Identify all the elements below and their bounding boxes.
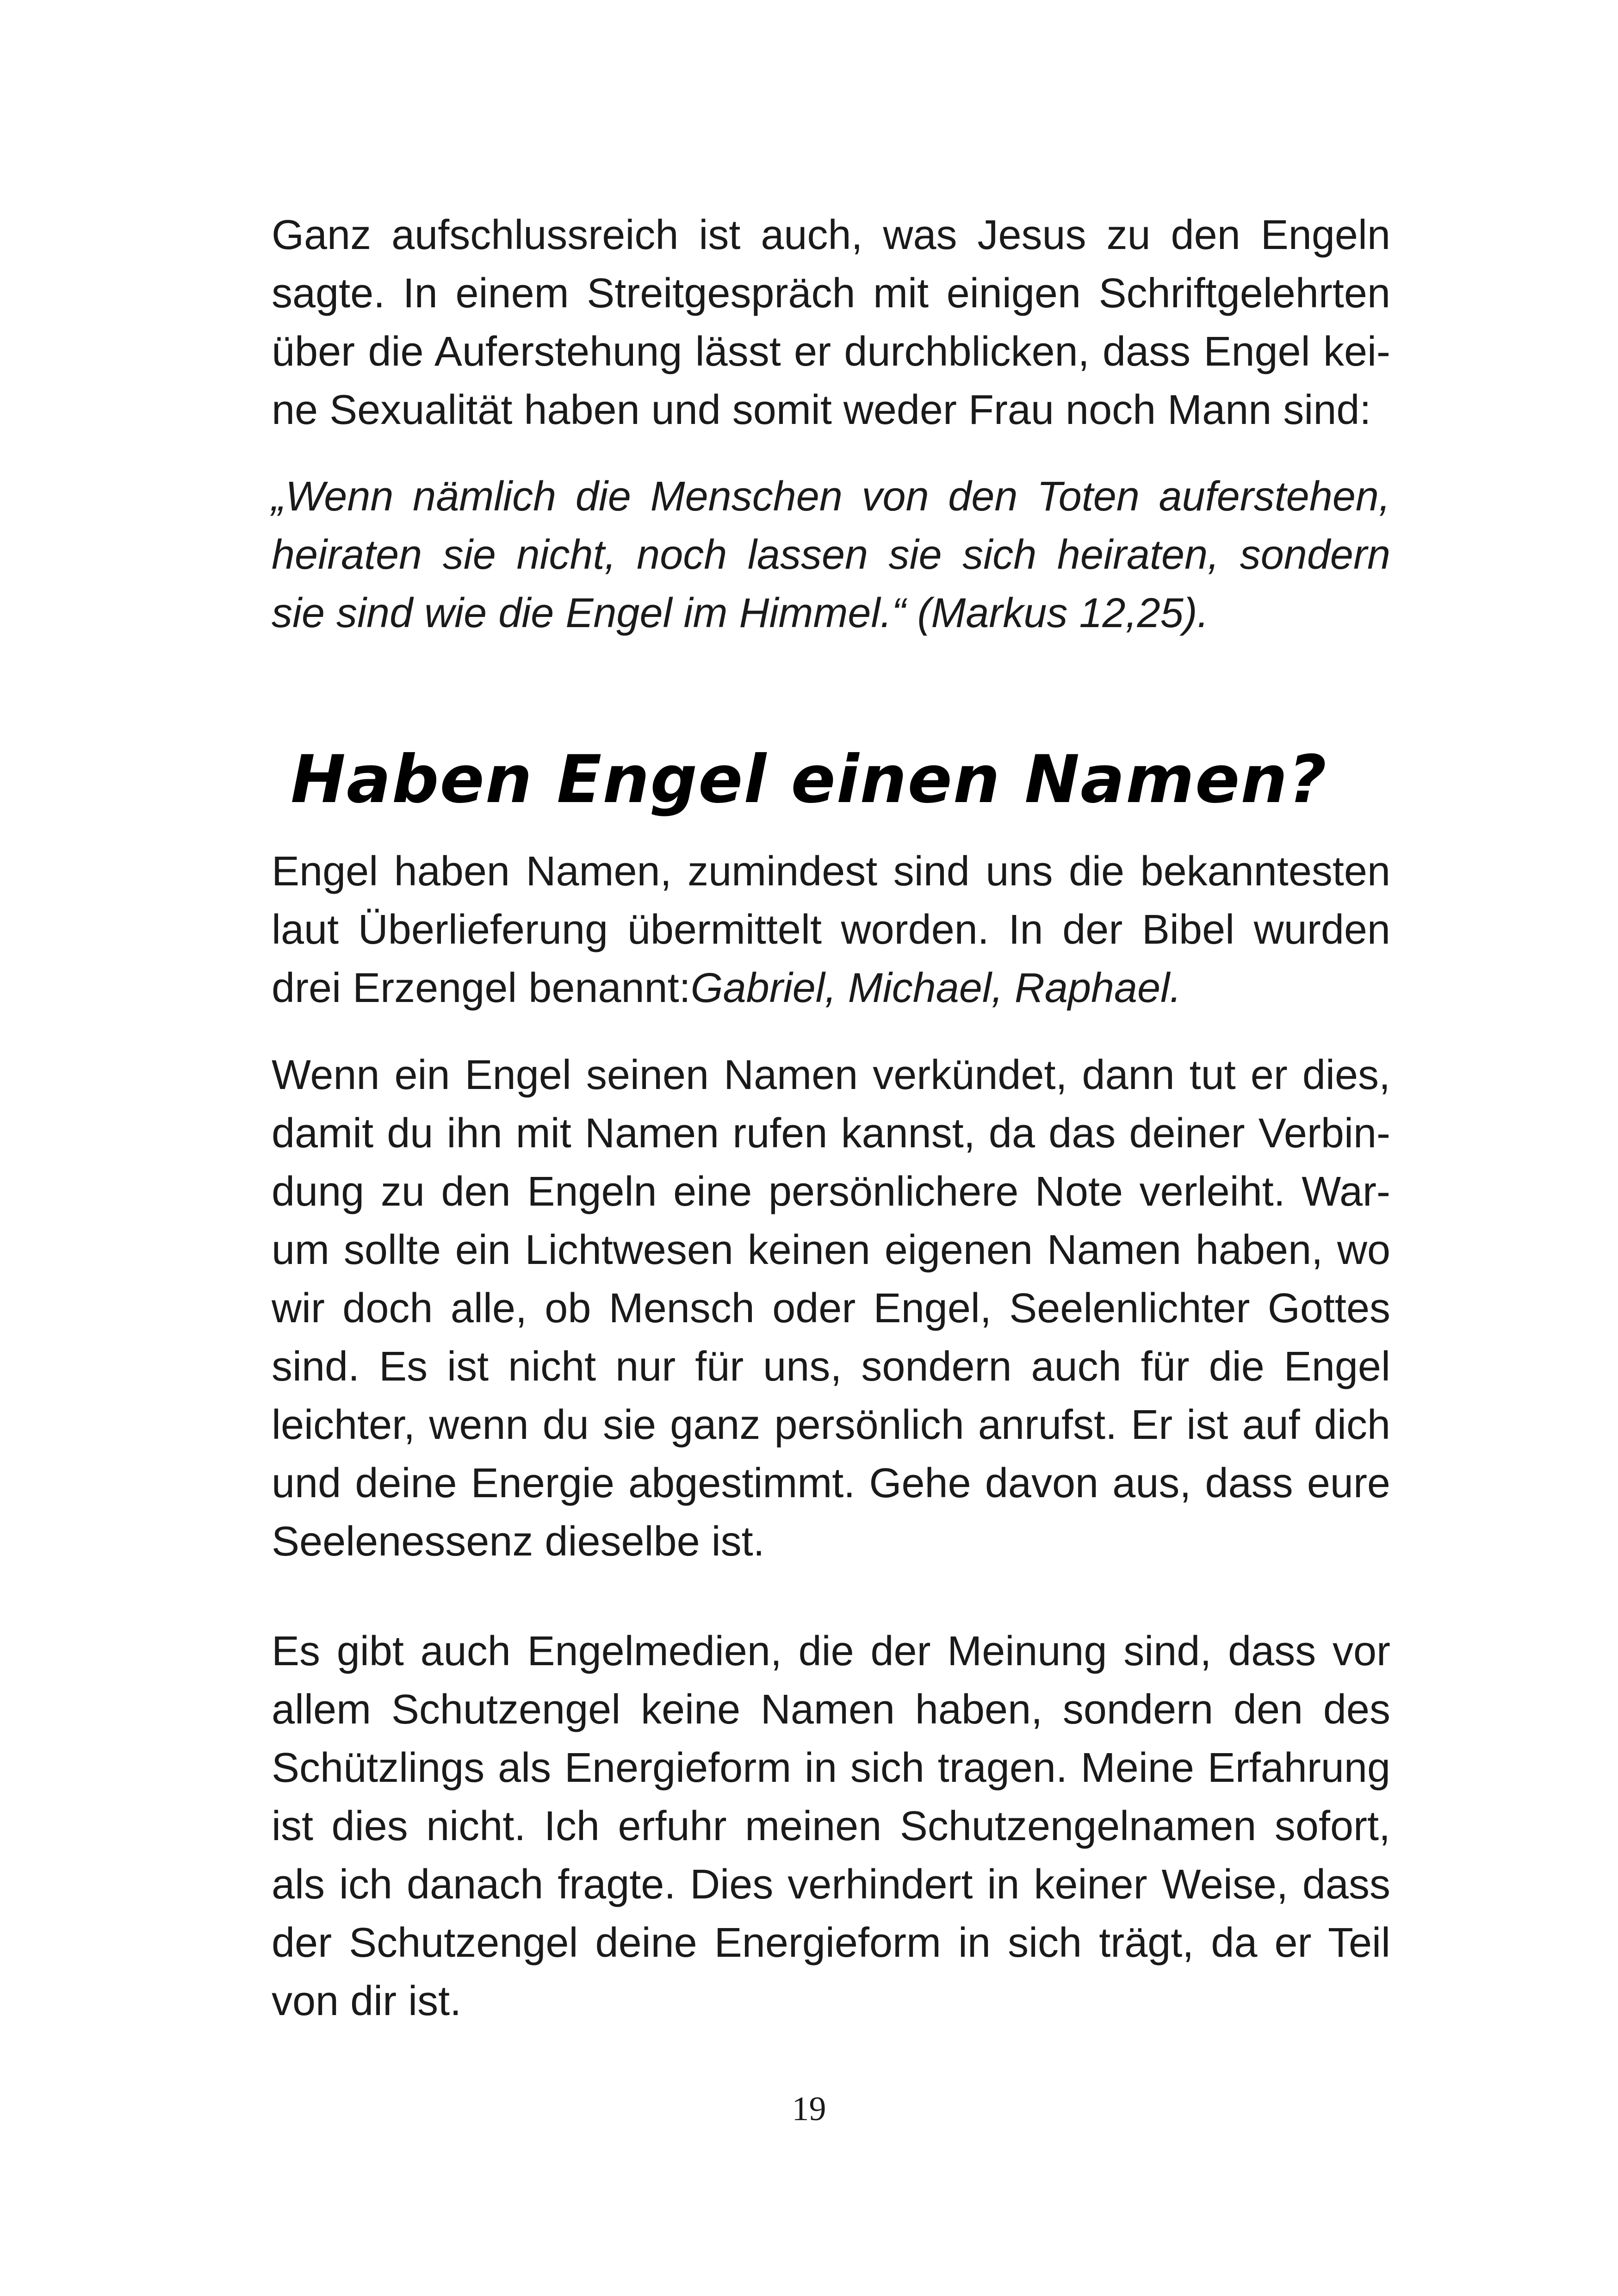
- text-line: leichter, wenn du sie ganz persönlich anrufst. Er ist auf dich: [272, 1402, 1390, 1448]
- text-line: Es gibt auch Engelmedien, die der Meinung sind, dass vor: [272, 1628, 1390, 1674]
- paragraph-intro: [272, 206, 1390, 439]
- page-number: 19: [792, 2090, 826, 2128]
- text-line: ist dies nicht. Ich erfuhr meinen Schutzengelnamen sofort,: [272, 1803, 1390, 1849]
- text-line: der Schutzengel deine Energieform in sich trägt, da er Teil: [272, 1920, 1390, 1966]
- text-line: als ich danach fragte. Dies verhindert in keiner Weise, dass: [272, 1861, 1390, 1908]
- text-line: damit du ihn mit Namen rufen kannst, da das deiner Verbin-: [272, 1110, 1390, 1157]
- quote-line: „Wenn nämlich die Menschen von den Toten auferstehen,: [272, 473, 1390, 520]
- text-line: sind. Es ist nicht nur für uns, sondern auch für die Engel: [272, 1344, 1390, 1390]
- text-line: wir doch alle, ob Mensch oder Engel, Seelenlichter Gottes: [272, 1285, 1390, 1332]
- text-line: um sollte ein Lichtwesen keinen eigenen Namen haben, wo: [272, 1227, 1390, 1273]
- quote-line: sie sind wie die Engel im Himmel.“ (Markus 12,25).: [272, 590, 1209, 636]
- text-line: Engel haben Namen, zumindest sind uns die bekanntesten: [272, 848, 1390, 895]
- text-line: von dir ist.: [272, 1978, 462, 2024]
- quote-line: heiraten sie nicht, noch lassen sie sich heiraten, sondern: [272, 532, 1390, 578]
- text-line: und deine Energie abgestimmt. Gehe davon aus, dass eure: [272, 1460, 1390, 1506]
- text-line: [272, 959, 1390, 1017]
- archangel-names: Gabriel, Michael, Raphael.: [690, 965, 1182, 1011]
- text-line: über die Auferstehung lässt er durchblicken, dass Engel kei-: [272, 329, 1390, 375]
- bible-quote: [272, 467, 1390, 642]
- text-line: allem Schutzengel keine Namen haben, sondern den des: [272, 1686, 1390, 1733]
- text-line-prefix: drei Erzengel benannt:: [272, 965, 691, 1011]
- text-line: Schützlings als Energieform in sich tragen. Meine Erfahrung: [272, 1745, 1390, 1791]
- paragraph-announce: [272, 1046, 1390, 1571]
- paragraph-media: [272, 1622, 1390, 2030]
- text-line: Ganz aufschlussreich ist auch, was Jesus zu den Engeln: [272, 212, 1390, 258]
- section-heading: Haben Engel einen Namen?: [291, 741, 1327, 818]
- paragraph-names: [272, 842, 1390, 1017]
- text-line: dung zu den Engeln eine persönlichere Note verleiht. War-: [272, 1169, 1390, 1215]
- text-line: sagte. In einem Streitgespräch mit einigen Schriftgelehrten: [272, 270, 1390, 317]
- text-line: Wenn ein Engel seinen Namen verkündet, dann tut er dies,: [272, 1052, 1390, 1098]
- text-line: laut Überlieferung übermittelt worden. In der Bibel wurden: [272, 907, 1390, 953]
- text-line: Seelenessenz dieselbe ist.: [272, 1518, 765, 1565]
- text-line: ne Sexualität haben und somit weder Frau noch Mann sind:: [272, 387, 1371, 433]
